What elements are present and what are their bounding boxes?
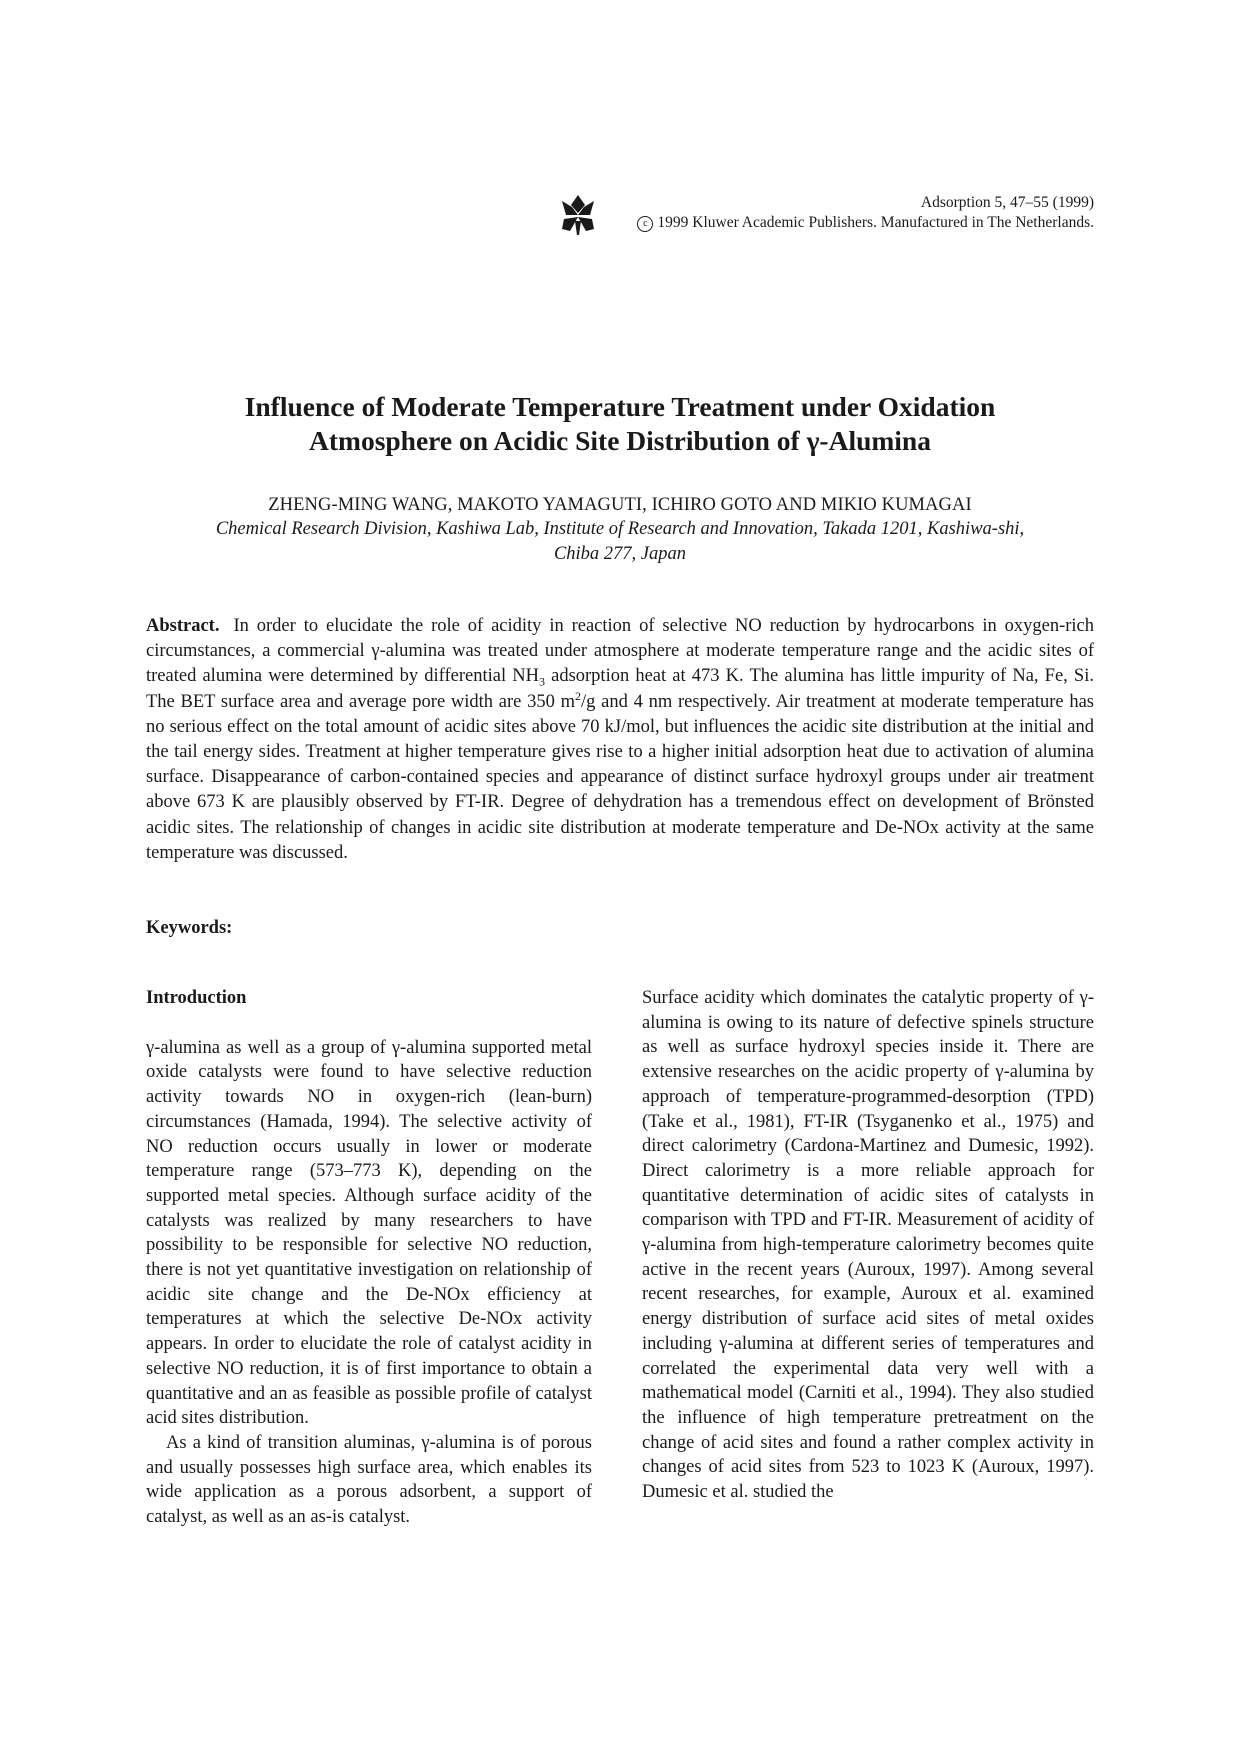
author-list: ZHENG-MING WANG, MAKOTO YAMAGUTI, ICHIRO GOTO AND MIKIO KUMAGAI (268, 495, 972, 515)
affiliation (140, 517, 1100, 567)
journal-header (560, 193, 1094, 237)
intro-paragraph-3: Surface acidity which dominates the catalytic property of γ-alumina is owing to its nature of defective spinels structure as well as surface hydroxyl species inside it. There are extensive researches on the acidic property of γ-alumina by approach of temperature-programmed-desorption (TPD) (Take et al., 1981), FT-IR (Tsyganenko et al., 1975) and direct calorimetry (Cardona-Martinez and Dumesic, 1992). Direct calorimetry is a more reliable approach for quantitative determination of acidic sites of catalysts in comparison with TPD and FT-IR. Measurement of acidity of γ-alumina from high-temperature calorimetry becomes quite active in the recent years (Auroux, 1997). Among several recent researches, for example, Auroux et al. examined energy distribution of surface acid sites of metal oxides including γ-alumina at different series of temperatures and correlated the experimental data very well with a mathematical model (Carniti et al., 1994). They also studied the influence of high temperature pretreatment on the change of acid sites and found a rather complex activity in changes of acid sites from 523 to 1023 K (Auroux, 1997). Dumesic et al. studied the (642, 988, 1094, 1503)
journal-volume-line: Adsorption 5, 47–55 (1999) (920, 194, 1094, 211)
abstract-text-b: adsorption heat at 473 K. The alumina has little impurity of Na, Fe, Si. The BET surface area and average pore width are 350 m (146, 666, 1094, 712)
journal-citation (637, 193, 1094, 233)
title-line-1: Influence of Moderate Temperature Treatment under Oxidation (244, 391, 996, 422)
section-heading-introduction: Introduction (146, 988, 247, 1008)
left-column (146, 986, 592, 1530)
abstract (146, 614, 1094, 866)
publisher-logo-icon (560, 193, 596, 237)
affiliation-line-2: Chiba 277, Japan (553, 544, 687, 564)
paper-title (140, 390, 1100, 458)
abstract-label: Abstract. (146, 616, 220, 636)
abstract-text-c: /g and 4 nm respectively. Air treatment at moderate temperature has no serious effect on the total amount of acidic sites above 70 kJ/mol, but influences the acidic site distribution at the initial and the tail energy sides. Treatment at higher temperature gives rise to a higher initial adsorption heat due to activation of alumina surface. Disappearance of carbon-contained species and appearance of distinct surface hydroxyl groups under air treatment above 673 K are plausibly observed by FT-IR. Degree of dehydration has a tremendous effect on development of Brönsted acidic sites. The relationship of changes in acidic site distribution at moderate temperature and De-NOx activity at the same temperature was discussed. (146, 691, 1094, 863)
right-column (642, 986, 1094, 1505)
abstract-superscript: 2 (575, 688, 582, 703)
copyright-line (637, 213, 1094, 233)
keywords-label: Keywords: (146, 918, 233, 938)
abstract-text-a: In order to elucidate the role of acidity in reaction of selective NO reduction by hydrocarbons in oxygen-rich circumstances, a commercial γ-alumina was treated under atmosphere at moderate temperature range and the acidic sites of treated alumina were determined by differential NH (146, 616, 1094, 687)
title-line-2: Atmosphere on Acidic Site Distribution of γ-Alumina (309, 425, 931, 456)
affiliation-line-1: Chemical Research Division, Kashiwa Lab, Institute of Research and Innovation, Takada 1201, Kashiwa-shi, (215, 519, 1025, 539)
copyright-text: 1999 Kluwer Academic Publishers. Manufactured in The Netherlands. (657, 214, 1094, 231)
copyright-icon: c (637, 216, 653, 232)
intro-paragraph-1: γ-alumina as well as a group of γ-alumina supported metal oxide catalysts were found to have selective reduction activity towards NO in oxygen-rich (lean-burn) circumstances (Hamada, 1994). The selective activity of NO reduction occurs usually in lower or moderate temperature range (573–773 K), depending on the supported metal species. Although surface acidity of the catalysts was realized by many researchers to have possibility to be responsible for selective NO reduction, there is not yet quantitative investigation on relationship of acidic site change and the De-NOx efficiency at temperatures at which the selective De-NOx activity appears. In order to elucidate the role of catalyst acidity in selective NO reduction, it is of first importance to obtain a quantitative and an as feasible as possible profile of catalyst acid sites distribution. (146, 1037, 592, 1429)
intro-paragraph-2: As a kind of transition aluminas, γ-alumina is of porous and usually possesses high surface area, which enables its wide application as a porous adsorbent, a support of catalyst, as well as an as-is catalyst. (146, 1432, 592, 1528)
abstract-subscript: 3 (538, 675, 545, 690)
